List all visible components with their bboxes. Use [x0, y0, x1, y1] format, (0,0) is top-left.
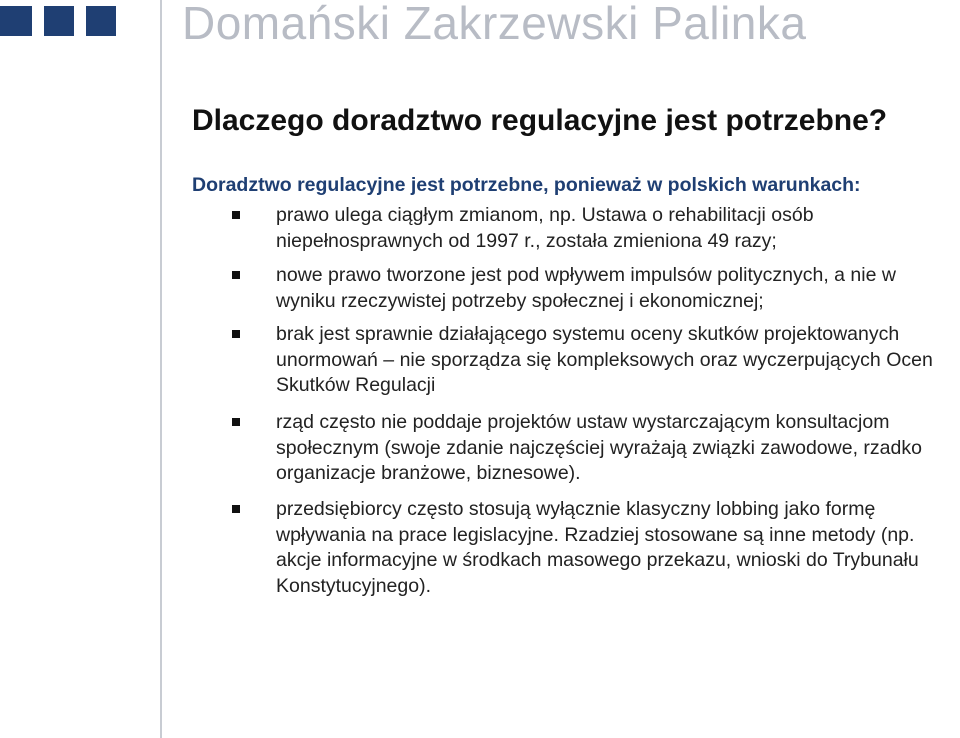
bullet-item: prawo ulega ciągłym zmianom, np. Ustawa o rehabilitacji osób niepełnosprawnych od 1997 r., została zmieniona 49 razy; — [276, 204, 814, 252]
logo-square — [0, 6, 32, 36]
bullet-item: rząd często nie poddaje projektów ustaw wystarczającym konsultacjom społecznym (swoje zdanie najczęściej wyrażają związki zawodowe, rzadko organizacje branżowe, biznesowe). — [276, 411, 922, 484]
logo-squares — [0, 6, 116, 36]
bullet-marker — [232, 505, 240, 513]
bullet-item: nowe prawo tworzone jest pod wpływem impulsów politycznych, a nie w wyniku rzeczywistej potrzeby społecznej i ekonomicznej; — [276, 264, 896, 312]
brand-name: Domański Zakrzewski Palinka — [182, 0, 807, 49]
logo-square — [44, 6, 74, 36]
bullet-marker — [232, 418, 240, 426]
bullet-marker — [232, 271, 240, 279]
vertical-divider — [160, 0, 162, 738]
logo-square — [86, 6, 116, 36]
intro-text: Doradztwo regulacyjne jest potrzebne, ponieważ w polskich warunkach: — [192, 174, 861, 196]
bullet-item: przedsiębiorcy często stosują wyłącznie klasyczny lobbing jako formę wpływania na prace legislacyjne. Rzadziej stosowane są inne metody (np. akcje informacyjne w środkach masowego przekazu, wnioski do Trybunału Konstytucyjnego). — [276, 498, 919, 597]
bullet-item: brak jest sprawnie działającego systemu oceny skutków projektowanych unormowań – nie sporządza się kompleksowych oraz wyczerpujących Ocen Skutków Regulacji — [276, 323, 933, 396]
slide-title: Dlaczego doradztwo regulacyjne jest potrzebne? — [192, 104, 888, 137]
bullet-marker — [232, 330, 240, 338]
bullet-marker — [232, 211, 240, 219]
